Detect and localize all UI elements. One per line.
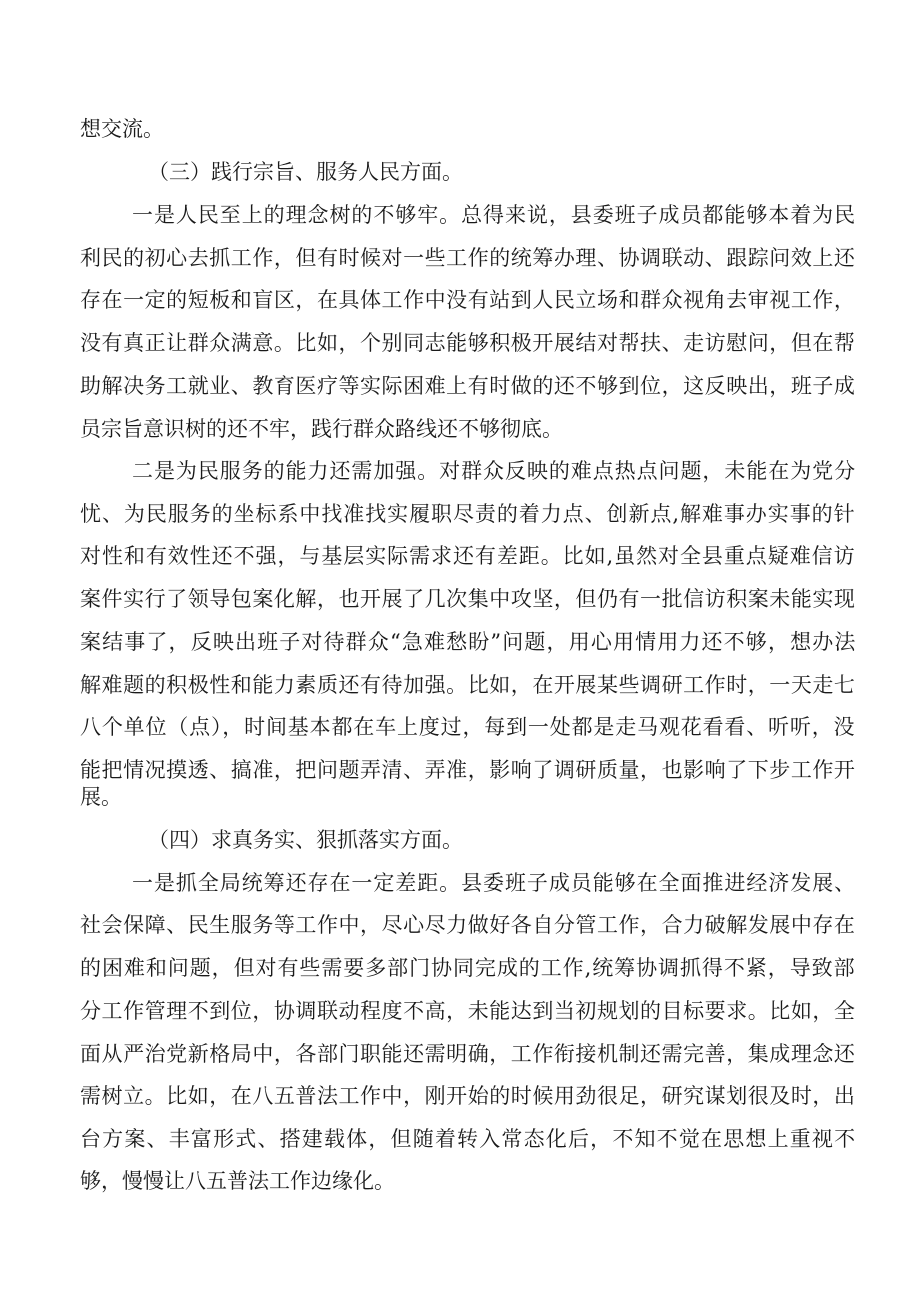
text-line: 解难题的积极性和能力素质还有待加强。比如，在开展某些调研工作时，一天走七 [80,673,856,697]
text-line: 八个单位（点），时间基本都在车上度过，每到一处都是走马观花看看、听听，没 [80,715,856,739]
text-line: 一是抓全局统筹还存在一定差距。县委班子成员能够在全面推进经济发展、 [132,871,857,895]
text-line: 展。 [80,785,122,809]
text-line: 案结事了，反映出班子对待群众“急难愁盼”问题，用心用情用力还不够，想办法 [80,630,857,654]
text-line: 面从严治党新格局中，各部门职能还需明确，工作衔接机制还需完善，集成理念还 [80,1042,856,1066]
text-line: 分工作管理不到位，协调联动程度不高，未能达到当初规划的目标要求。比如，全 [80,999,856,1023]
text-line: 够，慢慢让八五普法工作边缘化。 [80,1169,395,1193]
section-heading: （三）践行宗旨、服务人民方面。 [148,160,463,184]
text-line: 员宗旨意识树的还不牢，践行群众路线还不够彻底。 [80,417,563,441]
text-line: 需树立。比如，在八五普法工作中，刚开始的时候用劲很足，研究谋划很及时，出 [80,1084,856,1108]
text-line: 忧、为民服务的坐标系中找准找实履职尽责的着力点、创新点,解难事办实事的针 [80,502,856,526]
text-line: 的困难和问题，但对有些需要多部门协同完成的工作,统筹协调抓得不紧，导致部 [80,956,856,980]
text-line: 利民的初心去抓工作，但有时候对一些工作的统筹办理、协调联动、跟踪问效上还 [80,246,856,270]
text-line: 存在一定的短板和盲区，在具体工作中没有站到人民立场和群众视角去审视工作， [80,288,856,312]
section-heading: （四）求真务实、狠抓落实方面。 [148,828,463,852]
text-line: 能把情况摸透、搞准，把问题弄清、弄准，影响了调研质量，也影响了下步工作开 [80,758,856,782]
text-line: 对性和有效性还不强，与基层实际需求还有差距。比如,虽然对全县重点疑难信访 [80,544,856,568]
text-line: 案件实行了领导包案化解，也开展了几次集中攻坚，但仍有一批信访积案未能实现 [80,587,856,611]
text-line: 一是人民至上的理念树的不够牢。总得来说，县委班子成员都能够本着为民 [132,203,857,227]
text-line: 没有真正让群众满意。比如，个别同志能够积极开展结对帮扶、走访慰问，但在帮 [80,331,856,355]
text-line: 社会保障、民生服务等工作中，尽心尽力做好各自分管工作，合力破解发展中存在 [80,913,856,937]
text-line: 助解决务工就业、教育医疗等实际困难上有时做的还不够到位，这反映出，班子成 [80,374,856,398]
text-line: 想交流。 [80,117,164,141]
text-line: 二是为民服务的能力还需加强。对群众反映的难点热点问题，未能在为党分 [132,459,857,483]
text-line: 台方案、丰富形式、搭建载体，但随着转入常态化后，不知不觉在思想上重视不 [80,1127,857,1151]
